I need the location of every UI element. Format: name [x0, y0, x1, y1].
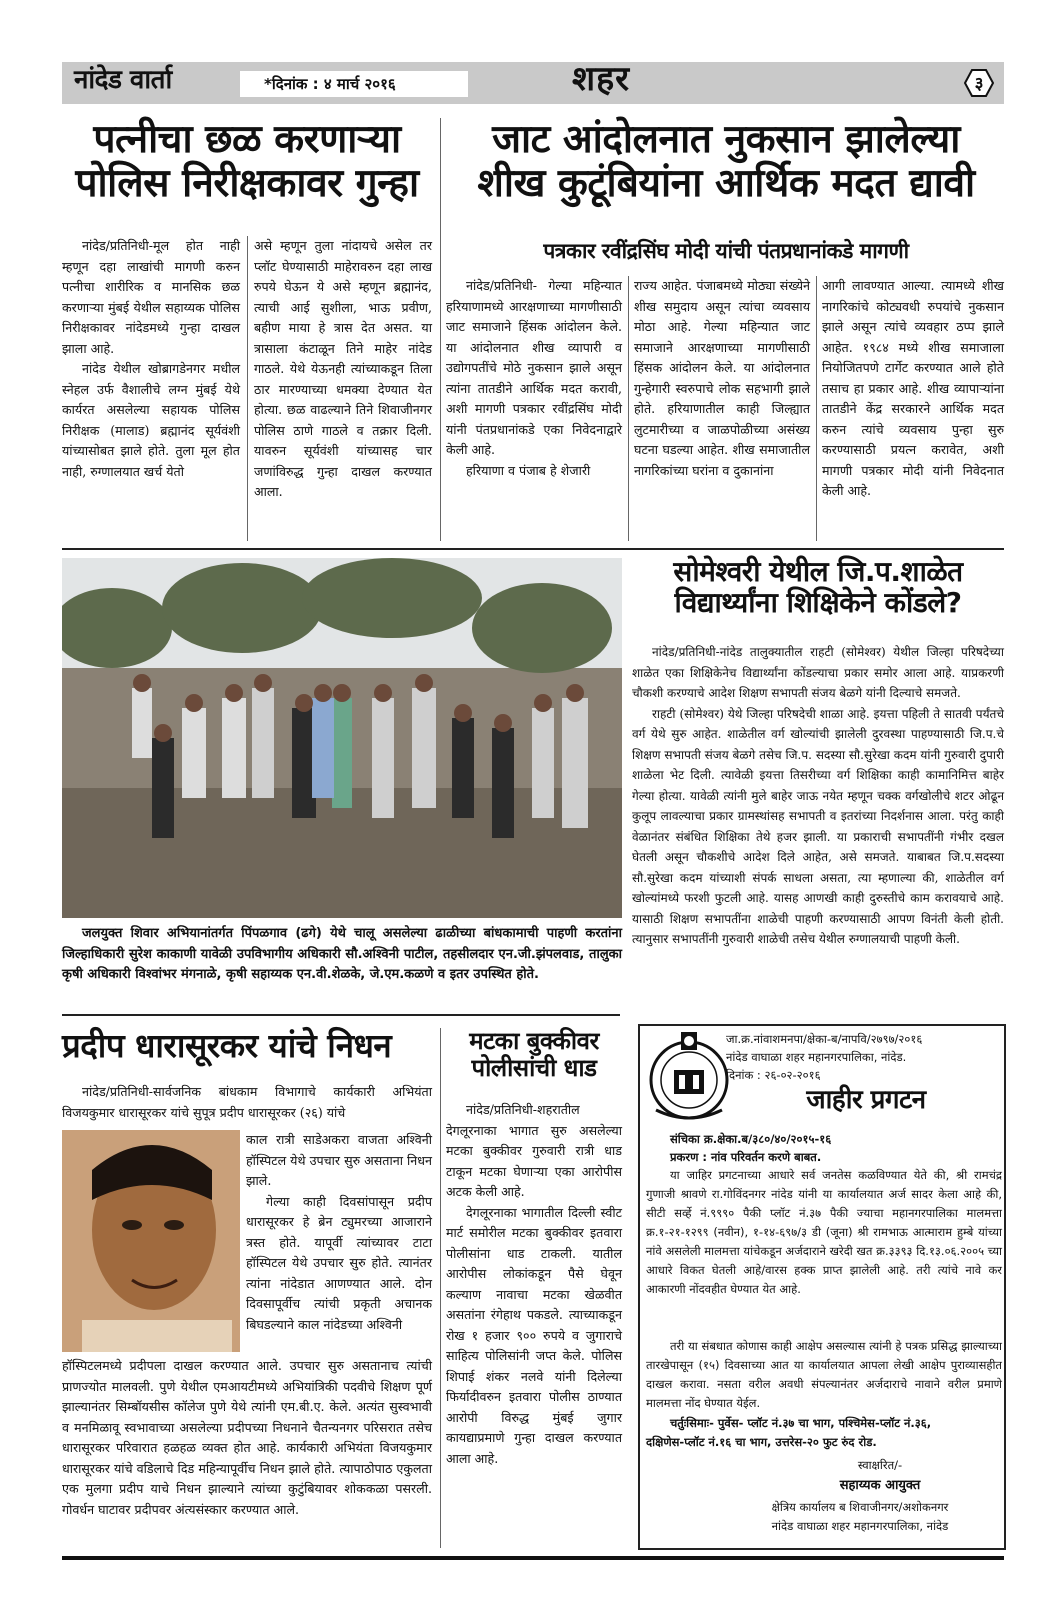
page-bottom-rule [62, 1556, 1004, 1560]
divider [247, 236, 248, 541]
portrait-photo [62, 1130, 240, 1352]
notice-sign-title: सहाय्यक आयुक्त [839, 1478, 921, 1493]
article5-headline-line2: पोलीसांची धाड [471, 1053, 597, 1082]
article3-headline-line2: विद्यार्थ्यांना शिक्षिकेने कोंडले? [674, 586, 962, 620]
article1-para1: नांदेड/प्रतिनिधी-मूल होत नाही म्हणून दहा लाखांची मागणी करुन पत्नीचा शारीरिक व मानसिक छळ करणाऱ्या मुंबई येथील सहाय्यक पोलिस निरीक्षकावर नांदेडमध्ये गुन्हा दाखल झाला आहे. [62, 238, 240, 356]
divider [440, 118, 441, 541]
article2-column3 [822, 276, 1004, 502]
notice-ref: जा.क्र.नांवाशमनपा/क्षेका-ब/नापवि/२७९७/२०१६ [726, 1032, 923, 1046]
article2-column2 [634, 276, 810, 481]
notice-boundary1: चर्तुःसिमाः- पुर्वेस- प्लॉट नं.३७ चा भाग, पश्चिमेस-प्लॉट नं.३६, [670, 1416, 932, 1430]
article4-para2: काल रात्री साडेअकरा वाजता अश्विनी हॉस्पिटल येथे उपचार सुरु असताना निधन झाले. [246, 1132, 432, 1188]
article2-headline [446, 118, 1006, 205]
notice-sign-office: क्षेत्रिय कार्यालय ब शिवाजीनगर/अशोकनगर [771, 1500, 949, 1514]
notice-date: दिनांक : २६-०२-२०१६ [726, 1068, 821, 1082]
article1-headline-line2: पोलिस निरीक्षकावर गुन्हा [75, 160, 419, 206]
article1-column2 [254, 236, 432, 503]
page-number: ३ [974, 74, 984, 94]
article3-para1: नांदेड/प्रतिनिधी-नांदेड तालुक्यातील राहटी (सोमेश्वर) येथील जिल्हा परिषदेच्या शाळेत एका शिक्षिकेनेच विद्यार्थ्यांना कोंडल्याचा प्रकार समोर आला आहे. याप्रकरणी चौकशी करण्याचे आदेश शिक्षण सभापती संजय बेळगे यांनी दिल्याचे समजते. [632, 645, 1004, 700]
article3-headline-line1: सोमेश्वरी येथील जि.प.शाळेत [673, 555, 963, 588]
article2-para1: नांदेड/प्रतिनिधी- गेल्या महिन्यात हरियाणामध्ये आरक्षणाच्या मागणीसाठी जाट समाजाने हिंसक आंदोलन केले. या आंदोलनात शीख व्यापारी व उद्योगपतींचे मोठे नुकसान झाले असून त्यांना तातडीने आर्थिक मदत करावी, अशी मागणी पत्रकार रवींद्रसिंघ मोदी यांनी पंतप्रधानांकडे एका निवेदनाद्वारे केली आहे. [446, 278, 622, 457]
article4-intro: नांदेड/प्रतिनिधी-सार्वजनिक बांधकाम विभागाचे कार्यकारी अभियंता विजयकुमार धारासूरकर यांचे सुपूत्र प्रदीप धारासूरकर (२६) यांचे [62, 1084, 432, 1120]
notice-file-no: संचिका क्र.क्षेका.ब/३८०/४०/२०१५-१६ [670, 1132, 832, 1146]
notice-subject: प्रकरण : नांव परिवर्तन करणे बाबत. [670, 1150, 822, 1164]
divider [628, 276, 629, 541]
article2-para3: राज्य आहेत. पंजाबमध्ये मोठ्या संख्येने शीख समुदाय असून त्यांचा व्यवसाय मोठा आहे. गेल्या महिन्यात जाट समाजाने आरक्षणाच्या मागणीसाठी हिंसक आंदोलन केले. या आंदोलनात गुन्हेगारी स्वरुपाचे लोक सहभागी झाले होते. हरियाणातील काही जिल्ह्यात लुटमारीच्या व जाळपोळीच्या असंख्य घटना घडल्या आहेत. शीख समाजातील नागरिकांच्या घरांना व दुकानांना [634, 278, 810, 478]
news-photo [62, 558, 622, 918]
article3-para2: राहटी (सोमेश्वर) येथे जिल्हा परिषदेची शाळा आहे. इयत्ता पहिली ते सातवी पर्यंतचे वर्ग येथे सुरु आहेत. शाळेतील वर्ग खोल्यांची झालेली दुरवस्था पाहण्यासाठी जि.प.चे शिक्षण सभापती संजय बेळगे तसेच जि.प. सदस्या सौ.सुरेखा कदम यांनी गुरुवारी दुपारी शाळेला भेट दिली. त्यावेळी इयत्ता तिसरीच्या वर्ग शिक्षिका काही कामानिमित्त बाहेर गेल्या होत्या. यावेळी त्यांनी मुले बाहेर जाऊ नयेत म्हणून चक्क वर्गखोलीचे शटर ओढून कुलूप लावल्याचा प्रकार ग्रामस्थांसह सभापती व इतरांच्या निदर्शनास आला. परंतु काही वेळानंतर संबंधित शिक्षिका तेथे हजर झाली. या प्रकाराची सभापतींनी गंभीर दखल घेतली असून चौकशीचे आदेश दिले आहेत, असे समजते. याबाबत जि.प.सदस्या सौ.सुरेखा कदम यांच्याशी संपर्क साधला असता, त्या म्हणाल्या की, शाळेतील वर्ग खोल्यांमध्ये फरशी फुटली आहे. यासह आणखी काही दुरुस्तीचे काम करावयाचे आहे. यासाठी शिक्षण सभापतींना शाळेची पाहणी करण्यासाठी आपण विनंती केली होती. त्यानुसार सभापतींनी गुरुवारी शाळेची तसेच येथील रुग्णालयाची पाहणी केली. [632, 706, 1004, 946]
article2-column1 [446, 276, 622, 481]
article1-headline [62, 118, 432, 205]
divider [816, 276, 817, 541]
municipal-seal-icon [646, 1030, 732, 1120]
article2-subheadline: पत्रकार रवींद्रसिंघ मोदी यांची पंतप्रधानांकडे मागणी [543, 239, 909, 263]
article5-body [446, 1100, 622, 1469]
notice-title: जाहीर प्रगटन [806, 1085, 926, 1115]
article2-para2: हरियाणा व पंजाब हे शेजारी [466, 462, 591, 478]
article5-headline-line1: मटका बुक्कीवर [469, 1027, 599, 1055]
article4-rest: हॉस्पिटलमध्ये प्रदीपला दाखल करण्यात आले. उपचार सुरु असतानाच त्यांची प्राणज्योत मालवली. पुणे येथील एमआयटीमध्ये अभियांत्रिकी पदवीचे शिक्षण पूर्ण झाल्यानंतर सिम्बॉयसीस कॉलेज पुणे येथे त्यांनी एम.बी.ए. केले. अत्यंत सुस्वभावी व मनमिळावू स्वभावाच्या असलेल्या प्रदीपच्या निधनाने चैतन्यनगर परिसरात तसेच धारासूरकर परिवारात हळहळ व्यक्त होत आहे. कार्यकारी अभियंता विजयकुमार धारासूरकर यांचे वडिलाचे दिड महिन्यापूर्वीच निधन झाले होते. त्यापाठोपाठ एकुलता एक मुलगा प्रदीप याचे निधन झाल्याने त्यांच्या कुटुंबियावर शोककळा पसरली. गोवर्धन घाटावर प्रदीपवर अंत्यसंस्कार करण्यात आले. [62, 1358, 432, 1517]
article4-beside-photo [246, 1130, 432, 1335]
section-title: शहर [572, 59, 631, 99]
notice-body1: या जाहिर प्रगटनाच्या आधारे सर्व जनतेस कळविण्यात येते की, श्री रामचंद्र गुणाजी श्रावणे रा.गोविंदनगर नांदेड यांनी या कार्यालयात अर्ज सादर केला आहे की, सीटी सर्व्हे नं.९९९० पैकी प्लॉट नं.३७ पैकी ज्याचा महानगरपालिका मालमत्ता क्र.१-२१-१२९९ (नवीन), १-१४-६९७/३ डी (जूना) श्री रामभाऊ आत्माराम हुम्बे यांच्या नांवे असलेली मालमत्ता यांचेकडून अर्जदाराने खरेदी खत क्र.३३९३ दि.१३.०६.२००५ च्या आधारे विकत घेतली आहे/वारस हक्क प्राप्त झालेली आहे. तरी त्यांचे नावे कर आकारणी नोंदवहीत घेण्यात येत आहे. [646, 1168, 1002, 1296]
paper-name-logo: नांदेड वार्ता [74, 65, 172, 95]
article4-headline: प्रदीप धारासूरकर यांचे निधन [62, 1026, 392, 1065]
article3-headline [630, 556, 1006, 619]
article4-para3: गेल्या काही दिवसांपासून प्रदीप धारासूरकर हे ब्रेन ट्युमरच्या आजाराने त्रस्त होते. यापूर्वी त्यांच्यावर टाटा हॉस्पिटल येथे उपचार सुरु होते. त्यानंतर त्यांना नांदेडात आणण्यात आले. दोन दिवसापूर्वीच त्यांची प्रकृती अचानक बिघडल्याने काल नांदेडच्या अश्विनी [246, 1193, 432, 1332]
divider [440, 1028, 441, 1548]
issue-date: *दिनांक : ४ मार्च २०१६ [264, 75, 396, 93]
notice-sign-org: नांदेड वाघाळा शहर महानगरपालिका, नांदेड [771, 1519, 949, 1533]
article5-para2: देगलूरनाका भागातील दिल्ली स्वीट मार्ट समोरील मटका बुक्कीवर इतवारा पोलीसांना धाड टाकली. यातील आरोपीस लोकांकडून पैसे घेवून कल्याण नावाचा मटका खेळवीत असतांना रंगेहाथ पकडले. त्याच्याकडून रोख १ हजार ९०० रुपये व जुगाराचे साहित्य पोलिसांनी जप्त केले. पोलिस शिपाई शंकर नलवे यांनी दिलेल्या फिर्यादीवरुन इतवारा पोलीस ठाण्यात आरोपी विरुद्ध मुंबई जुगार कायद्याप्रमाणे गुन्हा दाखल करण्यात आला आहे. [446, 1204, 622, 1466]
header-bar [62, 59, 1004, 104]
article5-headline [446, 1028, 622, 1082]
public-notice [638, 1024, 1006, 1550]
notice-sign-label: स्वाक्षरित/- [857, 1458, 903, 1472]
notice-boundary2: दक्षिणेस-प्लॉट नं.१६ चा भाग, उत्तरेस-२० फुट रुंद रोड. [646, 1435, 877, 1449]
divider [62, 1014, 620, 1016]
article2-headline-line1: जाट आंदोलनात नुकसान झालेल्या [492, 117, 960, 162]
notice-org: नांदेड वाघाळा शहर महानगरपालिका, नांदेड. [726, 1050, 907, 1064]
article2-headline-line2: शीख कुटूंबियांना आर्थिक मदत द्यावी [477, 160, 975, 206]
photo-caption: जलयुक्त शिवार अभियानांतर्गत पिंपळगाव (ढगे) येथे चालू असलेल्या ढाळीच्या बांधकामाची पाहणी करतांना जिल्हाधिकारी सुरेश काकाणी यावेळी उपविभागीय अधिकारी सौ.अश्विनी पाटील, तहसीलदार एन.जी.झंपलवाड, तालुका कृषी अधिकारी विश्वांभर मंगनाळे, कृषी सहाय्यक एन.वी.शेळके, जे.एम.कळणे व इतर उपस्थित होते. [62, 926, 622, 982]
article3-body [632, 642, 1004, 950]
divider [62, 548, 1004, 550]
article1-headline-line1: पत्नीचा छळ करणाऱ्या [93, 117, 401, 162]
article1-column1 [62, 236, 240, 482]
notice-body2: तरी या संबधात कोणास काही आक्षेप असल्यास त्यांनी हे पत्रक प्रसिद्ध झाल्याच्या तारखेपासून (१५) दिवसाच्या आत या कार्यालयात आपला लेखी आक्षेप पुराव्यासहीत दाखल करावा. नसता वरील अवधी संपल्यानंतर अर्जदाराचे नावाने वरील प्रमाणे मालमत्ता नोंद घेण्यात येईल. [646, 1339, 1002, 1410]
article1-para3: असे म्हणून तुला नांदायचे असेल तर प्लॉट घेण्यासाठी माहेरावरुन दहा लाख रुपये घेऊन ये असे म्हणून ब्रह्मानंद, त्याची आई सुशीला, भाऊ प्रवीण, बहीण माया हे त्रास देत असत. या त्रासाला कंटाळून तिने माहेर नांदेड गाठले. येथे येऊनही त्यांच्याकडून तिला ठार मारण्याच्या धमक्या देण्यात येत होत्या. छळ वाढल्याने तिने शिवाजीनगर पोलिस ठाणे गाठले व तक्रार दिली. यावरुन सूर्यवंशी यांच्यासह चार जणांविरुद्ध गुन्हा दाखल करण्यात आला. [254, 238, 432, 499]
article5-para1: नांदेड/प्रतिनिधी-शहरातील देगलूरनाका भागात सुरु असलेल्या मटका बुक्कीवर गुरुवारी रात्री धाड टाकून मटका घेणाऱ्या एका आरोपीस अटक केली आहे. [446, 1102, 622, 1199]
article2-para4: आगी लावण्यात आल्या. त्यामध्ये शीख नागरिकांचे कोट्यवधी रुपयांचे नुकसान झाले असून त्यांचे व्यवहार ठप्प झाले आहेत. १९८४ मध्ये शीख समाजाला नियोजितपणे टार्गेट करण्यात आले होते तसाच हा प्रकार आहे. शीख व्यापाऱ्यांना तातडीने केंद्र सरकारने आर्थिक मदत करुन त्यांचे व्यवसाय पुन्हा सुरु करण्यासाठी प्रयत्न करावेत, अशी मागणी पत्रकार मोदी यांनी निवेदनात केली आहे. [822, 278, 1004, 498]
page-number-badge [964, 68, 994, 98]
article1-para2: नांदेड येथील खोब्रागडेनगर मधील स्नेहल उर्फ वैशालीचे लग्न मुंबई येथे कार्यरत असलेल्या सहायक पोलिस निरीक्षक (मालाड) ब्रह्मानंद सूर्यवंशी यांच्यासोबत झाले होते. तुला मूल होत नाही, रुग्णालयात खर्च येतो [62, 361, 240, 479]
